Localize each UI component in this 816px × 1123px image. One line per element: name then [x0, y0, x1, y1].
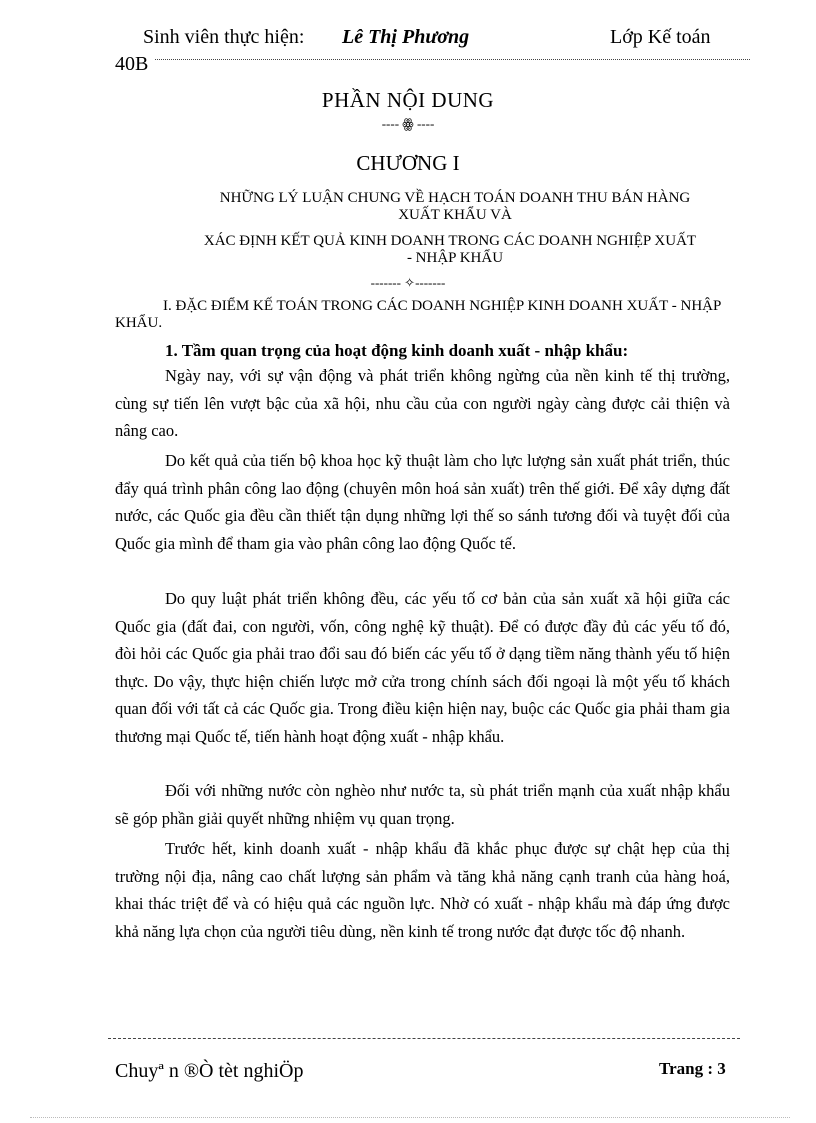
footer-document-label: Chuyª n ®Ò tèt nghiÖp [115, 1060, 304, 1082]
chapter-subtitle-line2: XUẤT KHẨU VÀ [398, 207, 512, 223]
header-student-name: Lê Thị Phương [342, 26, 470, 48]
page-bottom-divider [30, 1117, 790, 1118]
footer-page-number: Trang : 3 [659, 1059, 726, 1078]
heading-1: 1. Tầm quan trọng của hoạt động kinh doanh xuất - nhập khẩu: [165, 341, 629, 360]
ornament-divider: ---- ꙮ ---- [381, 116, 435, 131]
paragraph-1: Ngày nay, với sự vận động và phát triển không ngừng của nền kinh tế thị trường, cùng sự tiến lên vượt bậc của xã hội, nhu cầu của con người ngày càng được cải thiện và nâng cao. [115, 366, 730, 440]
header-class-suffix: 40B [115, 53, 149, 75]
chapter-subtitle-line3: XÁC ĐỊNH KẾT QUẢ KINH DOANH TRONG CÁC DOANH NGHIỆP XUẤT [203, 233, 697, 249]
header-class-label: Lớp Kế toán [610, 26, 711, 48]
chapter-subtitle-line1: NHỮNG LÝ LUẬN CHUNG VỀ HẠCH TOÁN DOANH THU BÁN HÀNG [219, 190, 691, 206]
paragraph-2: Do kết quả của tiến bộ khoa học kỹ thuật làm cho lực lượng sản xuất phát triển, thúc đẩy quá trình phân công lao động (chuyên môn hoá sản xuất) trên thế giới. Để xây dựng đất nước, các Quốc gia đều cần thiết tận dụng những lợi thế so sánh tương đối và tuyệt đối của Quốc gia mình để tham gia vào phân công lao động Quốc tế. [115, 451, 730, 553]
section-heading-I: I. ĐẶC ĐIỂM KẾ TOÁN TRONG CÁC DOANH NGHIỆP KINH DOANH XUẤT - NHẬP KHẨU. [115, 298, 721, 331]
chapter-subtitle-line4: - NHẬP KHẨU [406, 250, 504, 266]
footer-divider [108, 1038, 740, 1039]
paragraph-3: Do quy luật phát triển không đều, các yếu tố cơ bản của sản xuất xã hội giữa các Quốc gia (đất đai, con người, vốn, công nghệ kỹ thuật). Để có được đầy đủ các yếu tố đó, đòi hỏi các Quốc gia phải trao đổi sau đó biến các yếu tố ở dạng tiềm năng thành yếu tố hiện thực. Do vậy, thực hiện chiến lược mở cửa trong chính sách đối ngoại là một yếu tố khách quan đối với tất cả các Quốc gia. Trong điều kiện hiện nay, buộc các Quốc gia phải tham gia thương mại Quốc tế, tiến hành hoạt động xuất - nhập khẩu. [115, 589, 730, 746]
section-separator: ------- ✧------- [370, 275, 446, 290]
header-divider [155, 59, 750, 60]
paragraph-4: Đối với những nước còn nghèo như nước ta, sù phát triển mạnh của xuất nhập khẩu sẽ góp phần giải quyết những nhiệm vụ quan trọng. [115, 781, 730, 828]
chapter-title: CHƯƠNG I [356, 151, 460, 175]
part-title: PHẦN NỘI DUNG [321, 88, 495, 112]
paragraph-5: Trước hết, kinh doanh xuất - nhập khẩu đã khắc phục được sự chật hẹp của thị trường nội địa, nâng cao chất lượng sản phẩm và tăng khả năng cạnh tranh của hàng hoá, khai thác triệt để và có hiệu quả các nguồn lực. Nhờ có xuất - nhập khẩu mà đáp ứng được khả năng lựa chọn của người tiêu dùng, nền kinh tế trong nước đạt được tốc độ nhanh. [115, 839, 730, 941]
header-student-label: Sinh viên thực hiện: [143, 26, 305, 48]
